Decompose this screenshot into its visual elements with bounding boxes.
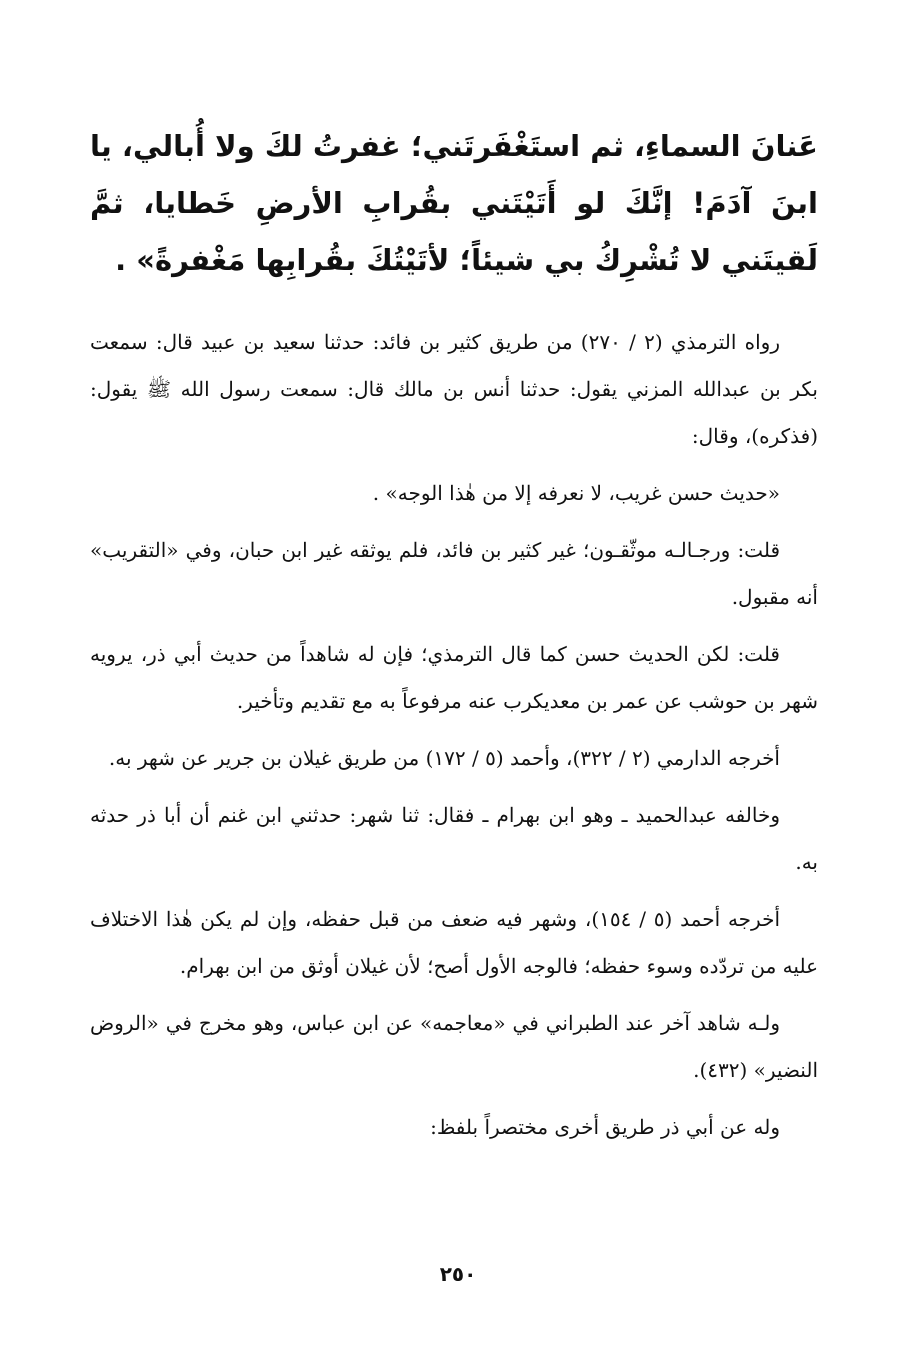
page-body [90, 118, 818, 1161]
paragraph-abu-dharr-route: وله عن أبي ذر طريق أخرى مختصراً بلفظ: [430, 1115, 780, 1139]
paragraph-ahmad-assessment: أخرجه أحمد (٥ / ١٥٤)، وشهر فيه ضعف من قبل حفظه، وإن لم يكن هٰذا الاختلاف عليه من تردّده وسوء حفظه؛ فالوجه الأول أصح؛ لأن غيلان أوثق من ابن بهرام. [90, 907, 818, 978]
paragraph-tirmidhi-narration: رواه الترمذي (٢ / ٢٧٠) من طريق كثير بن فائد: حدثنا سعيد بن عبيد قال: سمعت بكر بن عبدالله المزني يقول: حدثنا أنس بن مالك قال: سمعت رسول الله ﷺ يقول: (فذكره)، وقال: [90, 330, 818, 448]
paragraph-tabarani-witness: ولـه شاهد آخر عند الطبراني في «معاجمه» عن ابن عباس، وهو مخرج في «الروض النضير» (٤٣٢). [90, 1011, 818, 1082]
hadith-quote: عَنانَ السماءِ، ثم استَغْفَرتَني؛ غفرتُ لكَ ولا أُبالي، يا ابنَ آدَمَ! إنَّكَ لو أَتَيْتَني بقُرابِ الأرضِ خَطايا، ثمَّ لَقيتَني لا تُشْرِكُ بي شيئاً؛ لأتَيْتُكَ بقُرابِها مَغْفرةً» . [90, 129, 818, 277]
paragraph-darimi-ahmad: أخرجه الدارمي (٢ / ٣٢٢)، وأحمد (٥ / ١٧٢) من طريق غيلان بن جرير عن شهر به. [108, 746, 780, 770]
paragraph-narrators-note: قلت: ورجـالـه موثّقـون؛ غير كثير بن فائد، فلم يوثقه غير ابن حبان، وفي «التقريب» أنه مقبول. [90, 538, 818, 609]
paragraph-supporting-witness: قلت: لكن الحديث حسن كما قال الترمذي؛ فإن له شاهداً من حديث أبي ذر، يرويه شهر بن حوشب عن عمر بن معديكرب عنه مرفوعاً به مع تقديم وتأخير. [90, 642, 818, 713]
paragraph-abdulhamid-variant: وخالفه عبدالحميد ـ وهو ابن بهرام ـ فقال: ثنا شهر: حدثني ابن غنم أن أبا ذر حدثه به. [90, 803, 818, 874]
page-number: ٢٥٠ [439, 1262, 477, 1286]
paragraph-tirmidhi-grading: «حديث حسن غريب، لا نعرفه إلا من هٰذا الوجه» . [372, 481, 780, 505]
